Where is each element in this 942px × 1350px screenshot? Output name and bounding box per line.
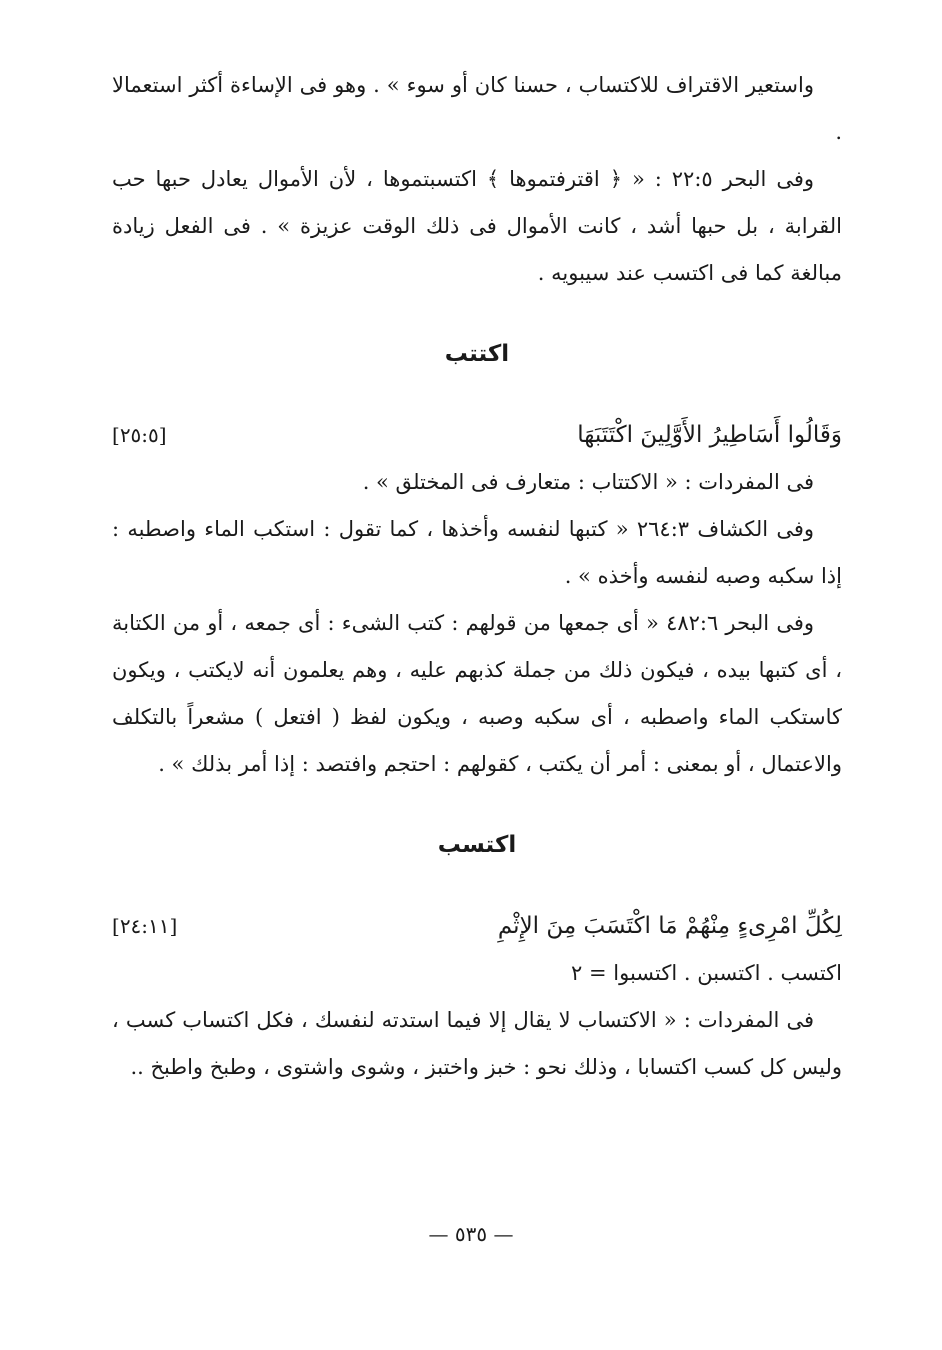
- quran-verse-1: وَقَالُوا أَسَاطِيرُ الأَوَّلِينَ اكْتَتَبَهَا: [577, 422, 842, 448]
- verse-reference-1: [٢٥:٥]: [112, 423, 167, 447]
- verse-reference-2: [٢٤:١١]: [112, 914, 178, 938]
- paragraph-intro-2: وفى البحر ٢٢:٥ : « ﴿ اقترفتموها ﴾ اكتسبتموها ، لأن الأموال يعادل حبها حب القرابة ، بل حبها أشد ، كانت الأموال فى ذلك الوقت عزيزة » . فى الفعل زيادة مبالغة كما فى اكتسب عند سيبويه .: [112, 167, 842, 285]
- paragraph-mufradat-2: فى المفردات : « الاكتساب لا يقال إلا فيما استدته لنفسك ، فكل اكتساب كسب ، وليس كل كسب اكتسابا ، وذلك نحو : خبز واختبز ، وشوى واشتوى ، وطبخ واطبخ ..: [112, 1008, 842, 1079]
- verse-row-2: [112, 903, 842, 950]
- paragraph-kashshaf: وفى الكشاف ٢٦٤:٣ « كتبها لنفسه وأخذها ، كما تقول : استكب الماء واصطبه : إذا سكبه وصبه لنفسه وأخذه » .: [112, 517, 842, 588]
- spacer: [112, 297, 842, 331]
- page-body: [112, 62, 842, 1091]
- spacer: [112, 788, 842, 822]
- spacer: [112, 869, 842, 903]
- section-heading-iktataba: اكتتب: [444, 341, 510, 367]
- page-number: — ٥٣٥ —: [428, 1222, 514, 1246]
- quran-verse-2: لِكُلِّ امْرِىءٍ مِنْهُمْ مَا اكْتَسَبَ مِنَ الإِثْمِ: [497, 913, 842, 939]
- verse-row-1: [112, 412, 842, 459]
- spacer: [112, 378, 842, 412]
- word-forms-line: اكتسب . اكتسبن . اكتسبوا = ٢: [571, 961, 842, 985]
- paragraph-intro-1: واستعير الاقتراف للاكتساب ، حسنا كان أو سوء » . وهو فى الإساءة أكثر استعمالا .: [112, 73, 842, 144]
- section-heading-iktasaba: اكتسب: [437, 832, 517, 858]
- paragraph-bahr-1: وفى البحر ٤٨٢:٦ « أى جمعها من قولهم : كتب الشىء : أى جمعه ، أو من الكتابة ، أى كتبها بيده ، فيكون ذلك من جملة كذبهم عليه ، وهم يعلمون أنه لايكتب ، ويكون كاستكب الماء واصطبه ، أى سكبه وصبه ، ويكون لفظ ( افتعل ) مشعراً بالتكلف والاعتمال ، أو بمعنى : أمر أن يكتب ، كقولهم : احتجم وافتصد : إذا أمر بذلك » .: [112, 611, 842, 776]
- paragraph-mufradat-1: فى المفردات : « الاكتتاب : متعارف فى المختلق » .: [362, 470, 814, 494]
